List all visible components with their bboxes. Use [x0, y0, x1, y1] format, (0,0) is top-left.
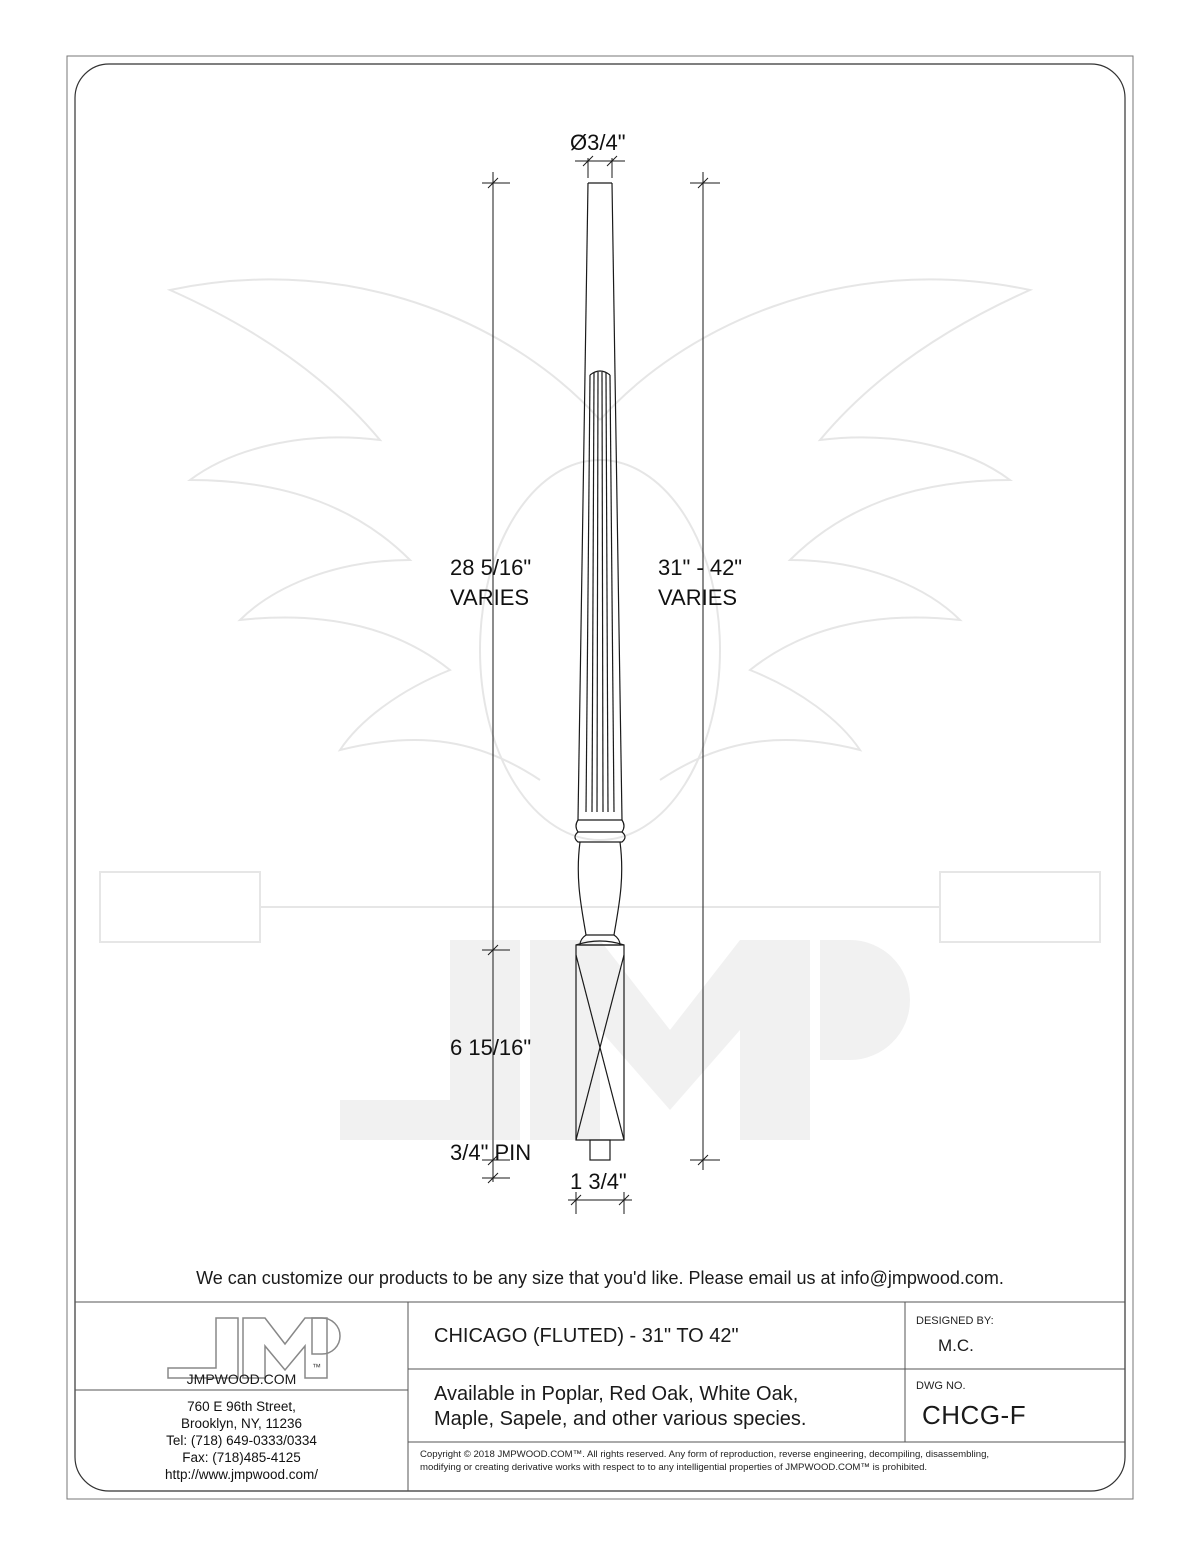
availability-line-2: Maple, Sapele, and other various species. [434, 1408, 807, 1430]
product-title: CHICAGO (FLUTED) - 31" TO 42" [434, 1325, 739, 1347]
dim-top-diameter: Ø3/4" [570, 130, 626, 155]
dwg-no-label: DWG NO. [916, 1380, 966, 1392]
address-website-link[interactable]: http://www.jmpwood.com/ [164, 1467, 319, 1482]
dim-right-varies: VARIES [658, 585, 738, 610]
dim-left-value: 28 5/16" [450, 555, 532, 580]
customize-note: We can customize our products to be any size that you'd like. Please email us at info@jmpwood.com. [196, 1268, 1004, 1288]
dim-block-length: 6 15/16" [450, 1035, 532, 1060]
address-street: 760 E 96th Street, [187, 1399, 296, 1414]
copyright-line-1: Copyright © 2018 JMPWOOD.COM™. All rights reserved. Any form of reproduction, reverse engineering, decompiling, disassembling, [420, 1449, 990, 1460]
copyright-line-2: modifying or creating derivative works with respect to to any intelligential properties of JMPWOOD.COM™ is prohibited. [420, 1462, 928, 1473]
watermark-jmp [340, 940, 910, 1140]
dim-width: 1 3/4" [570, 1169, 627, 1194]
dim-left-varies: VARIES [450, 585, 530, 610]
address-city: Brooklyn, NY, 11236 [180, 1416, 303, 1431]
watermark-logo [100, 279, 1100, 942]
logo-caption: JMPWOOD.COM [186, 1371, 297, 1387]
designed-by-label: DESIGNED BY: [916, 1315, 994, 1327]
availability-note [434, 1382, 806, 1432]
dim-right-length [658, 553, 742, 613]
availability-line-1: Available in Poplar, Red Oak, White Oak, [434, 1383, 799, 1405]
address-tel: Tel: (718) 649-0333/0334 [166, 1433, 317, 1448]
dim-right-value: 31" - 42" [658, 555, 743, 580]
dim-pin: 3/4" PIN [450, 1140, 532, 1165]
designed-by-value: M.C. [938, 1336, 974, 1355]
dwg-no-value: CHCG-F [922, 1400, 1027, 1430]
dim-left-length [450, 553, 531, 613]
logo-tm: ™ [312, 1362, 321, 1372]
company-address [75, 1398, 408, 1483]
address-fax: Fax: (718)485-4125 [182, 1450, 301, 1465]
copyright-notice [420, 1448, 989, 1474]
